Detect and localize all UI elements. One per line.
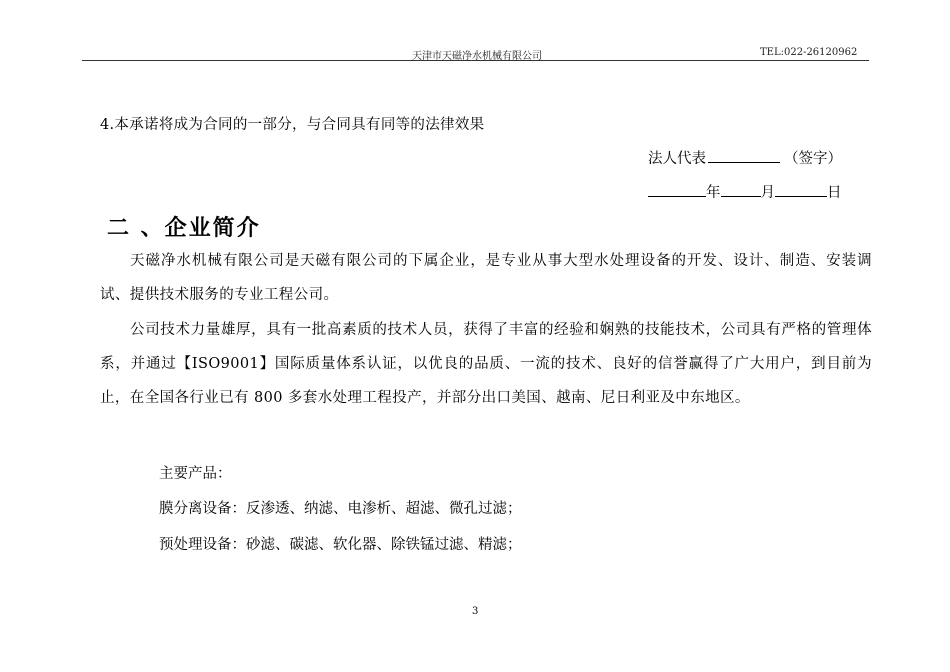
- products-heading: 主要产品：: [159, 466, 232, 482]
- year-label: 年: [706, 185, 721, 201]
- company-intro-paragraph-2: 公司技术力量雄厚，具有一批高素质的技术人员，获得了丰富的经验和娴熟的技能技术，公司具有严格的管理体系，并通过【ISO9001】国际质量体系认证，以优良的品质、一流的技术、良好的信誉赢得了广大用户，到目前为止，在全国各行业已有 800 多套水处理工程投产，并部分出口美国、越南、尼日利亚及中东地区。: [100, 322, 872, 406]
- header-company-name: 天津市天磁净水机械有限公司: [412, 51, 542, 62]
- page-number: 3: [472, 606, 479, 617]
- section-title: 二 、企业简介: [107, 216, 261, 241]
- header-telephone: TEL:022-26120962: [760, 47, 858, 58]
- signature-line: [648, 147, 842, 168]
- signature-suffix: （签字）: [784, 151, 842, 167]
- day-blank: [775, 182, 827, 197]
- header-divider: [82, 60, 869, 61]
- month-label: 月: [760, 185, 775, 201]
- month-blank: [721, 182, 761, 197]
- signature-label: 法人代表: [648, 151, 706, 167]
- commitment-item-4: 4.本承诺将成为合同的一部分，与合同具有同等的法律效果: [100, 117, 485, 133]
- product-line-pretreatment: 预处理设备：砂滤、碳滤、软化器、除铁锰过滤、精滤；: [159, 537, 522, 553]
- year-blank: [648, 182, 706, 197]
- signature-blank: [708, 148, 780, 163]
- product-line-membrane: 膜分离设备：反渗透、纳滤、电渗析、超滤、微孔过滤；: [159, 501, 522, 517]
- company-intro-paragraph-1: 天磁净水机械有限公司是天磁有限公司的下属企业，是专业从事大型水处理设备的开发、设计、制造、安装调试、提供技术服务的专业工程公司。: [100, 253, 872, 303]
- day-label: 日: [827, 185, 842, 201]
- date-line: [648, 181, 842, 202]
